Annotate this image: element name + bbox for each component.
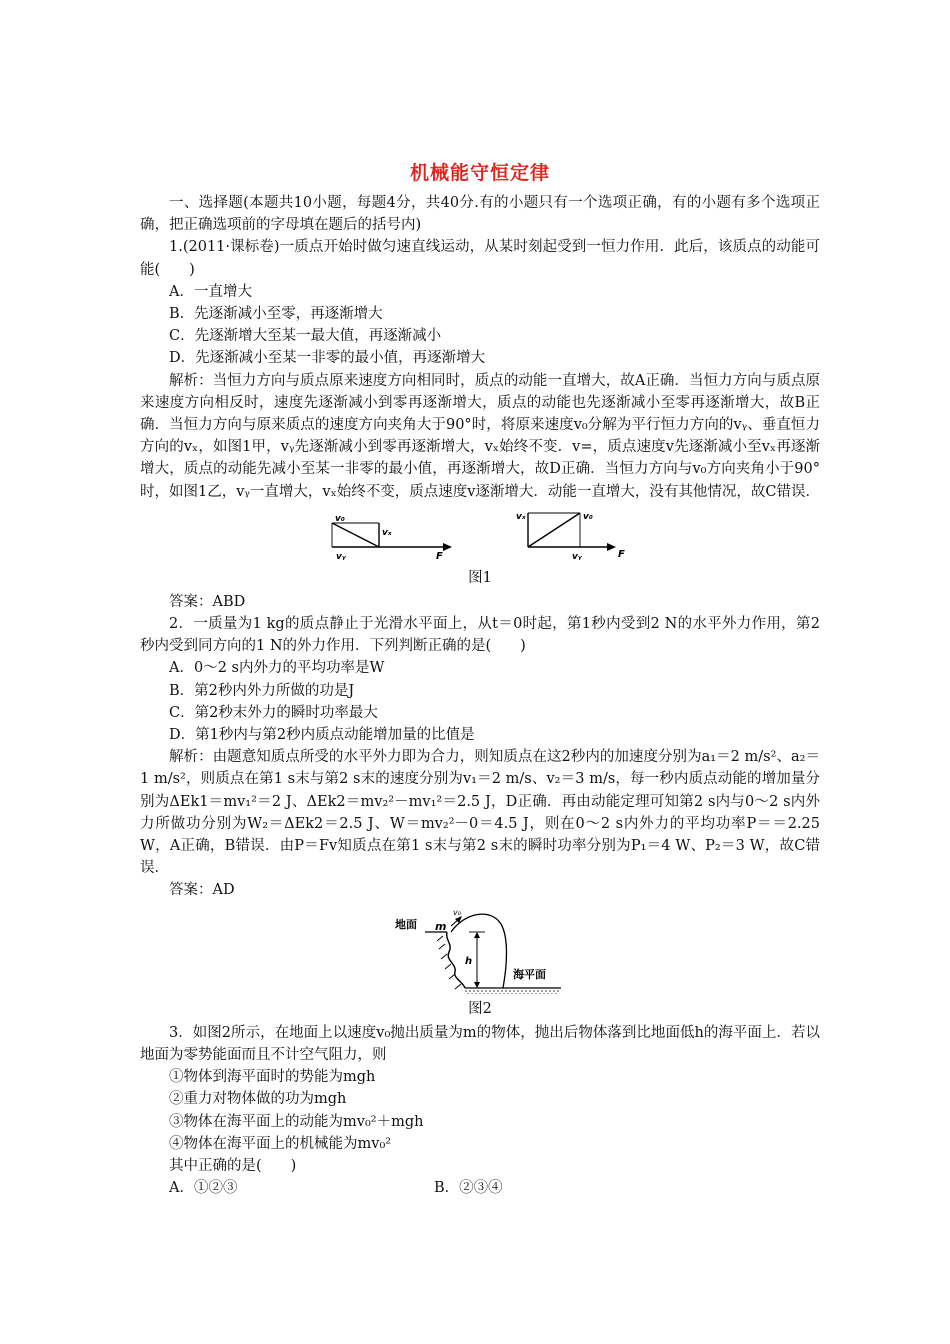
q1-answer: 答案：ABD [169,593,246,610]
q2-analysis: 解析：由题意知质点所受的水平外力即为合力，则知质点在这2秒内的加速度分别为a₁＝2 m/s²、a₂＝1 m/s²，则质点在第1 s末与第2 s末的速度分别为v₁＝2 m/s、v₂＝3 m/s，每一秒内质点动能的增加量分别为ΔEk1＝mv₁²＝2 J、ΔEk2＝mv₂²－mv₁²＝2.5 J，D正确．再由动能定理可知第2 s内与0～2 s内外力所做功分别为W₂＝ΔEk2＝2.5 J、W＝mv₂²－0＝4.5 J，则在0～2 s内外力的平均功率P＝＝2.25 W，A正确，B错误．由P＝Fv知质点在第1 s末与第2 s末的瞬时功率分别为P₁＝4 W、P₂＝3 W，故C错误． [140,749,820,877]
label-vy-yi: vᵧ [572,551,582,562]
label-vx: vₓ [382,527,392,538]
figure-1 [140,507,820,563]
figure-1-caption: 图1 [468,569,492,586]
q3-stem: 3．如图2所示，在地面上以速度v₀抛出质量为m的物体，抛出后物体落到比地面低h的海平面上．若以地面为零势能面而且不计空气阻力，则 [140,1024,820,1063]
q2-option-c: C．第2秒末外力的瞬时功率最大 [169,704,378,721]
v0-vector [332,523,379,547]
q3-option-a: A．①②③ [169,1180,238,1197]
q1-option-b: B．先逐渐减小至零，再逐渐增大 [169,306,383,323]
section-heading: 一、选择题(本题共10小题，每题4分，共40分.有的小题只有一个选项正确，有的小题有多个选项正确，把正确选项前的字母填在题后的括号内) [140,195,820,234]
trajectory [451,914,507,988]
label-m: m [435,919,447,933]
figure-1-yi-diagram [514,507,634,563]
label-v0-yi: v₀ [583,511,593,522]
figure-2 [140,906,820,994]
q1-option-a: A．一直增大 [169,283,252,300]
q3-item-3: ③物体在海平面上的动能为mv₀²＋mgh [169,1113,424,1130]
q2-option-a: A．0～2 s内外力的平均功率是W [169,660,385,677]
q2-answer: 答案：AD [169,882,235,899]
q1-option-d: D．先逐渐减小至某一非零的最小值，再逐渐增大 [169,350,486,367]
label-vy: vᵧ [336,551,346,562]
label-h: h [465,955,473,967]
label-F: F [436,550,443,562]
label-F-yi: F [618,548,625,560]
label-sea: 海平面 [513,967,546,981]
figure-1-jia-diagram [326,513,466,563]
label-ground: 地面 [395,917,417,931]
page-title: 机械能守恒定律 [409,162,550,184]
figure-2-cliff-diagram [395,906,565,994]
q3-item-4: ④物体在海平面上的机械能为mv₀² [169,1135,392,1152]
q3-options [140,1177,820,1199]
q1-stem: 1.(2011·课标卷)一质点开始时做匀速直线运动，从某时刻起受到一恒力作用．此后，该质点的动能可能( ) [140,239,820,278]
label-v0-fig2: v₀ [453,907,461,917]
cliff-face [447,932,465,988]
q3-item-1: ①物体到海平面时的势能为mgh [169,1069,376,1086]
q2-option-b: B．第2秒内外力所做的功是J [169,682,355,699]
label-vx-yi: vₓ [516,511,526,522]
q3-item-2: ②重力对物体做的功为mgh [169,1091,347,1108]
q3-prompt: 其中正确的是( ) [169,1157,297,1174]
label-v0: v₀ [335,513,345,524]
q1-analysis: 解析：当恒力方向与质点原来速度方向相同时，质点的动能一直增大，故A正确．当恒力方向与质点原来速度方向相反时，速度先逐渐减小到零再逐渐增大，质点的动能也先逐渐减小至零再逐渐增大，故B正确．当恒力方向与原来质点的速度方向夹角大于90°时，将原来速度v₀分解为平行恒力方向的vᵧ、垂直恒力方向的vₓ，如图1甲，vᵧ先逐渐减小到零再逐渐增大，vₓ始终不变．v=，质点速度v先逐渐减小至vₓ再逐渐增大，质点的动能先减小至某一非零的最小值，再逐渐增大，故D正确．当恒力方向与v₀方向夹角小于90°时，如图1乙，vᵧ一直增大，vₓ始终不变，质点速度v逐渐增大．动能一直增大，没有其他情况，故C错误． [140,372,820,500]
figure-2-caption: 图2 [468,1000,492,1017]
q3-option-b: B．②③④ [434,1180,503,1197]
q1-option-c: C．先逐渐增大至某一最大值，再逐渐减小 [169,328,442,345]
q2-stem: 2．一质量为1 kg的质点静止于光滑水平面上，从t＝0时起，第1秒内受到2 N的水平外力作用，第2秒内受到同方向的1 N的外力作用．下列判断正确的是( ) [140,616,820,655]
q2-option-d: D．第1秒内与第2秒内质点动能增加量的比值是 [169,727,475,744]
document-page [140,160,820,1199]
